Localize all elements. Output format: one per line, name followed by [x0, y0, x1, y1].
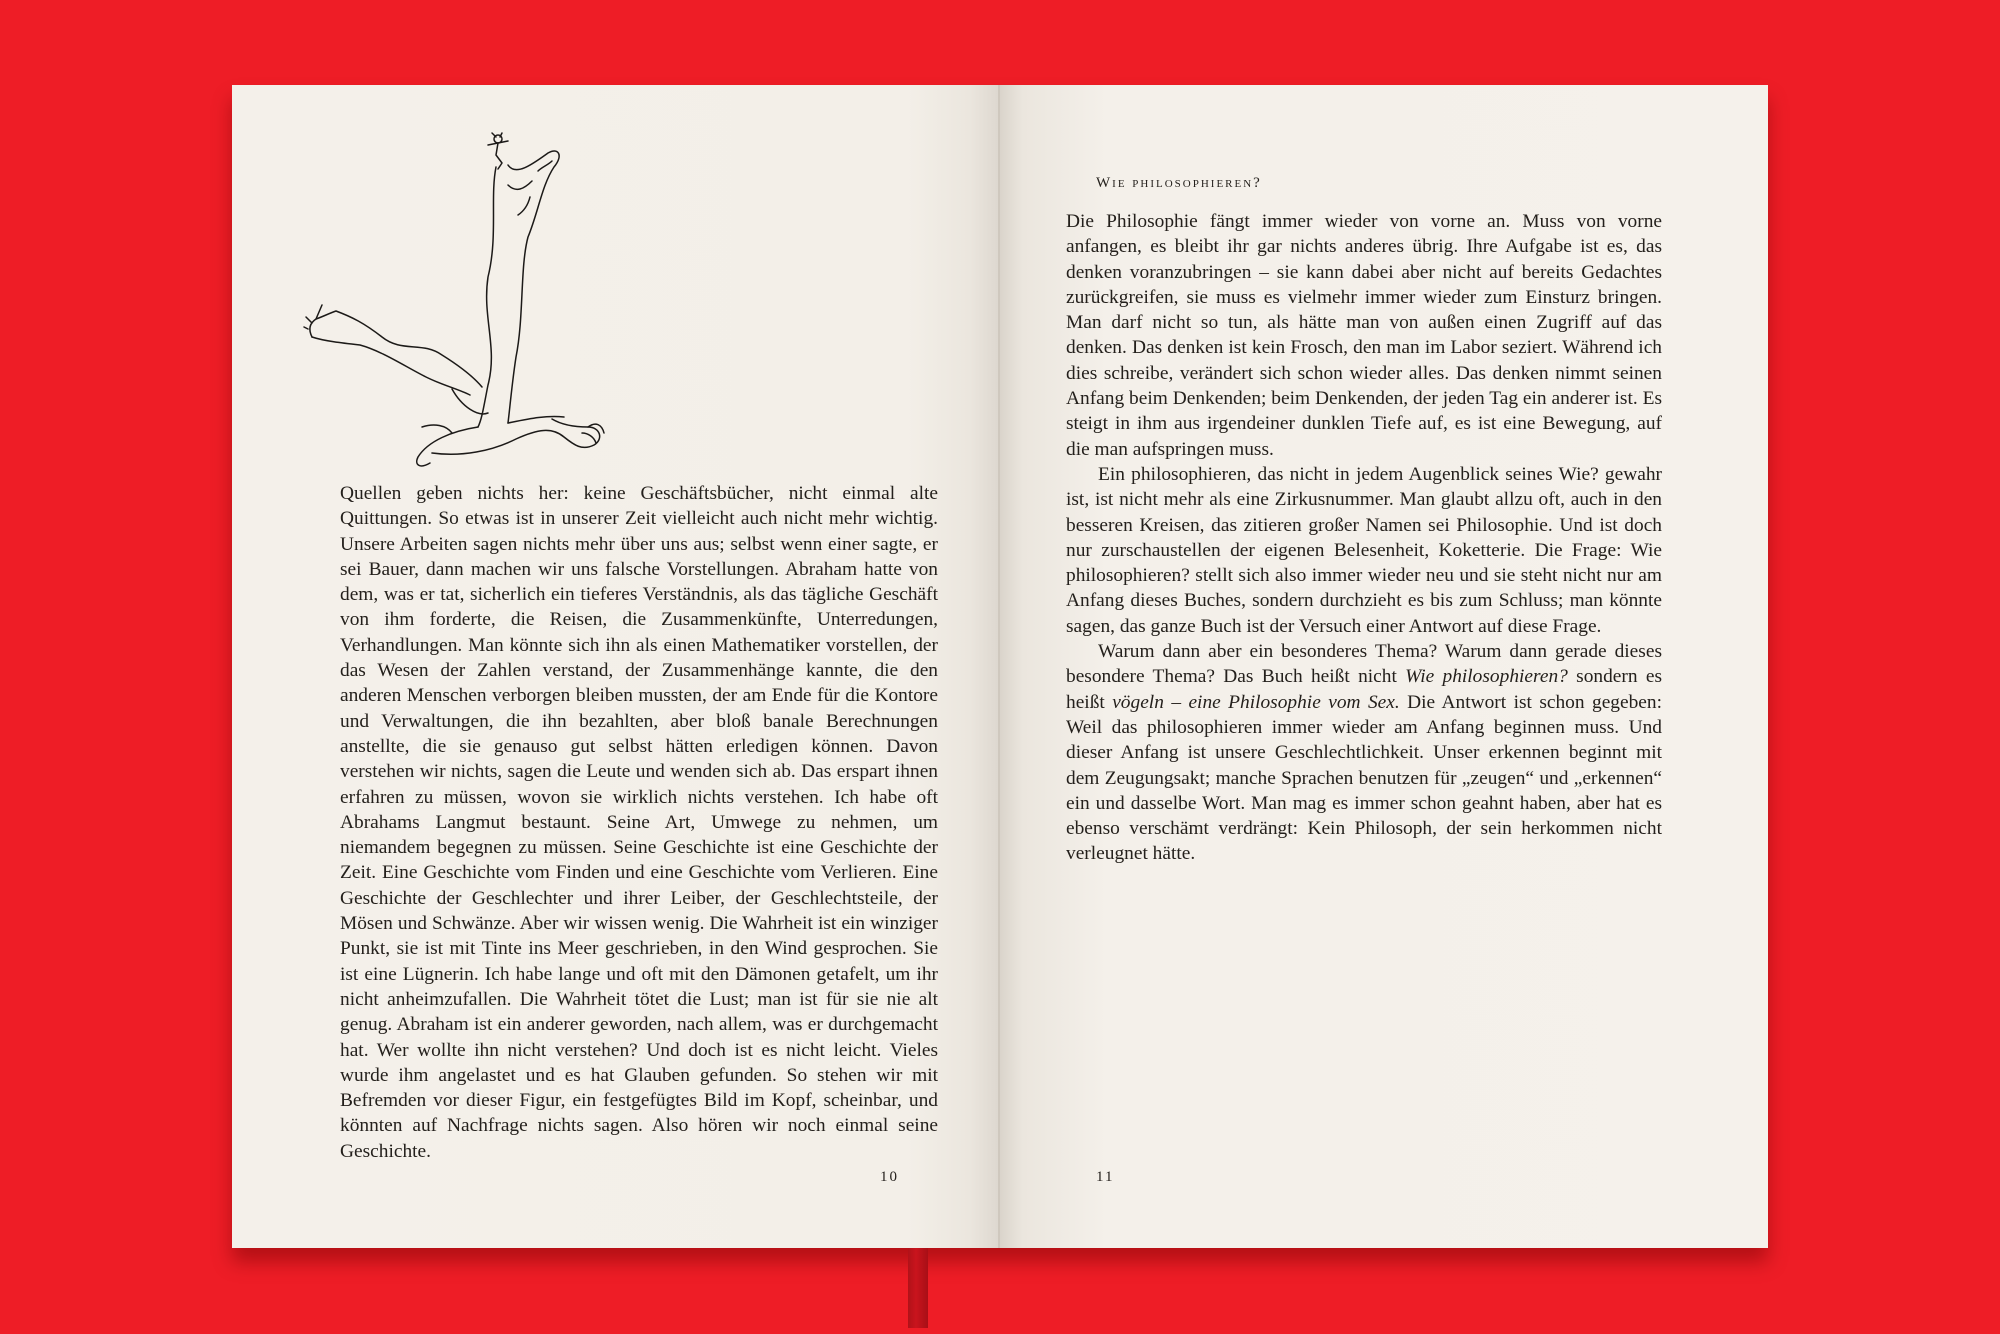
running-head: Wie philosophieren?	[1096, 175, 1262, 191]
paragraph-3-text-end: Die Antwort ist schon gegeben: Weil das philosophieren immer wieder am Anfang beginnen muss. Und dieser Anfang ist unsere Geschlechtlichkeit. Unser erkennen beginnt mit dem Zeugungsakt; manche Sprachen benutzen für „zeugen“ und „erkennen“ ein und dasselbe Wort. Man mag es immer schon geahnt haben, aber hat es ebenso verschämt verdrängt: Kein Philosoph, der sein herkommen nicht verleugnet hätte.	[1066, 691, 1662, 865]
paragraph-3	[1066, 639, 1662, 867]
paragraph-1: Die Philosophie fängt immer wieder von vorne an. Muss von vorne anfangen, es bleibt ihr gar nichts anderes übrig. Ihre Aufgabe ist es, das denken voranzubringen – sie kann dabei aber nicht auf bereits Gedachtes zurückgreifen, sie muss es vielmehr immer wieder zum Einsturz bringen. Man darf nicht so tun, als hätte man von außen einen Zugriff auf das denken. Das denken ist kein Frosch, den man im Labor seziert. Während ich dies schreibe, verändert sich schon wieder alles. Das denken nimmt seinen Anfang beim Denkenden; beim Denkenden, der jeden Tag ein anderer ist. Es steigt in ihm aus irgendeiner dunklen Tiefe auf, es ist eine Bewegung, auf die man aufspringen muss.	[1066, 211, 1662, 460]
bookmark-ribbon	[908, 1248, 928, 1328]
ink-figure-illustration-icon	[302, 127, 622, 477]
paragraph-3-text-start: Warum dann aber ein besonderes Thema? Warum dann gerade dieses besondere Thema? Das Buch heißt nicht	[1066, 641, 1662, 688]
book-title-italic: Wie philosophieren?	[1405, 666, 1568, 688]
right-page	[1000, 85, 1768, 1248]
book-spread	[232, 85, 1768, 1248]
paragraph-2: Ein philosophieren, das nicht in jedem Augenblick seines Wie? gewahr ist, ist nicht mehr als eine Zirkusnummer. Man glaubt allzu oft, auch in den besseren Kreisen, das zitieren großer Namen sei Philosophie. Und ist doch nur zurschaustellen der eigenen Belesenheit, Koketterie. Die Frage: Wie philosophieren? stellt sich also immer wieder neu und sie steht nicht nur am Anfang dieses Buches, sondern durchzieht es bis zum Schluss; man könnte sagen, das ganze Buch ist der Versuch einer Antwort auf diese Frage.	[1066, 463, 1662, 637]
left-page-body-text: Quellen geben nichts her: keine Geschäftsbücher, nicht einmal alte Quittungen. So etwas ist in unserer Zeit vielleicht auch nicht mehr wichtig. Unsere Arbeiten sagen nichts mehr über uns aus; selbst wenn einer sagte, er sei Bauer, dann machen wir uns falsche Vorstellungen. Abraham hatte von dem, was er tat, sicherlich ein tieferes Verständnis, als das tägliche Geschäft von ihm forderte, die Reisen, die Zusammenkünfte, Unterredungen, Verhandlungen. Man könnte sich ihn als einen Mathematiker vorstellen, der das Wesen der Zahlen verstand, der Zusammenhänge kannte, die den anderen Menschen verborgen bleiben mussten, der am Ende für die Kontore und Verwaltungen, die ihn bezahlten, aber bloß banale Berechnungen anstellte, die sie genauso gut selbst hätten erledigen können. Davon verstehen wir nichts, sagen die Leute und wenden sich ab. Das erspart ihnen erfahren zu müssen, wovon sie wirklich nichts verstehen. Ich habe oft Abrahams Langmut bestaunt. Seine Art, Umwege zu nehmen, um niemandem begegnen zu müssen. Seine Geschichte ist eine Geschichte der Zeit. Eine Geschichte vom Finden und eine Geschichte vom Verlieren. Eine Geschichte der Geschlechter und ihrer Leiber, der Geschlechtsteile, der Mösen und Schwänze. Aber wir wissen wenig. Die Wahrheit ist ein winziger Punkt, sie ist mit Tinte ins Meer geschrieben, in den Wind gesprochen. Sie ist eine Lügnerin. Ich habe lange und oft mit den Dämonen getafelt, um ihr nicht anheimzufallen. Die Wahrheit tötet die Lust; man ist für sie nie alt genug. Abraham ist ein anderer geworden, nach allem, was er durchgemacht hat. Wer wollte ihn nicht verstehen? Und doch ist es nicht leicht. Vieles wurde ihm angelastet und es hat Glauben gefunden. So stehen wir mit Befremden vor dieser Figur, ein festgefügtes Bild im Kopf, scheinbar, und könnten auf Nachfrage nichts sagen. Also hören wir noch einmal seine Geschichte.	[340, 483, 938, 1162]
right-page-body-text	[1066, 209, 1662, 867]
left-page	[232, 85, 1000, 1248]
book-subtitle-italic: vögeln – eine Philosophie vom Sex.	[1112, 691, 1400, 713]
paragraph-3-text-middle: sondern es heißt	[1066, 666, 1662, 713]
page-number-left: 10	[880, 1169, 899, 1185]
page-number-right: 11	[1096, 1169, 1115, 1185]
